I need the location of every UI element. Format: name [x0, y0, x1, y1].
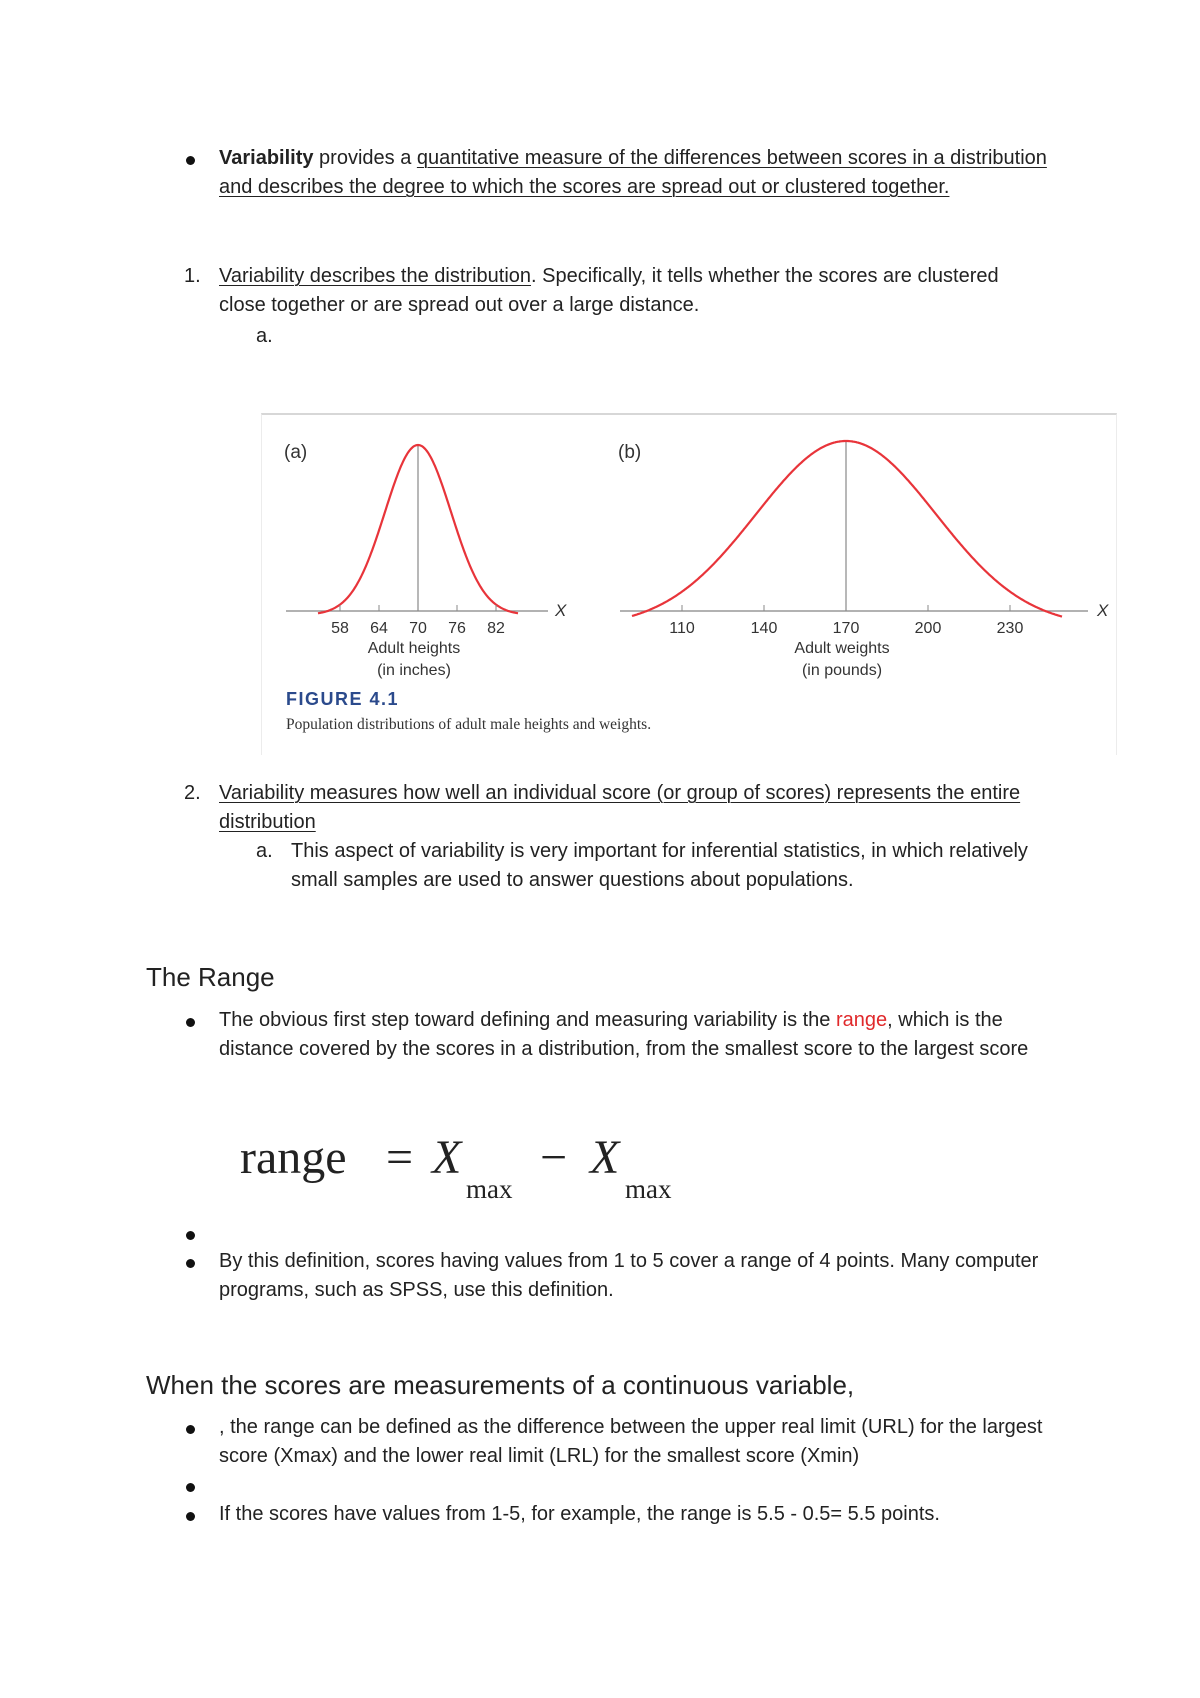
- panel-a-tick-label: 76: [448, 620, 466, 637]
- definition-intro: provides a: [313, 147, 417, 169]
- panel-b-xlabel-line1: Adult weights: [794, 640, 890, 657]
- bullet-marker: [186, 1018, 195, 1027]
- panel-a-xlabel-line1: Adult heights: [367, 640, 461, 657]
- formula-word: range: [240, 1131, 347, 1184]
- range-example: By this definition, scores having values from 1 to 5 cover a range of 4 points. Many computer programs, such as SPSS, use this definition.: [219, 1250, 1039, 1301]
- item1-underlined: Variability describes the distribution: [219, 265, 532, 287]
- figure-caption-title: FIGURE 4.1: [286, 689, 400, 709]
- formula-sub1: max: [466, 1174, 513, 1204]
- sublist-marker-2a: a.: [256, 840, 273, 862]
- bullet-marker: [186, 1425, 195, 1434]
- item1-rest: . Specifically, it tells whether the scores are clustered close together or are spread out over a large distance.: [219, 265, 999, 316]
- sublist-marker-a: a.: [256, 325, 273, 347]
- panel-b-tick-label: 230: [996, 620, 1024, 637]
- panel-a-tick-label: 82: [487, 620, 505, 637]
- formula-equals: =: [386, 1131, 414, 1184]
- continuous-example: If the scores have values from 1-5, for example, the range is 5.5 - 0.5= 5.5 points.: [219, 1503, 940, 1525]
- term-variability: Variability: [219, 147, 314, 169]
- figure-4-1: [261, 413, 1117, 755]
- panel-b-xlabel-line2: (in pounds): [801, 662, 883, 679]
- panel-b-tick-label: 170: [832, 620, 860, 637]
- bullet-marker: [186, 156, 195, 165]
- bullet-marker-empty: [186, 1483, 195, 1492]
- figure-caption-text: Population distributions of adult male heights and weights.: [286, 716, 652, 733]
- bullet-marker: [186, 1259, 195, 1268]
- formula-sub2: max: [625, 1174, 672, 1204]
- figure-svg: [262, 415, 1116, 755]
- variability-definition: [219, 144, 1079, 202]
- bullet-marker: [186, 1512, 195, 1521]
- panel-a-label: (a): [284, 442, 308, 463]
- definition-underlined: quantitative measure of the differences between scores in a distribution and describes the degree to which the scores are spread out or clustered together.: [219, 147, 1047, 198]
- panel-a-tick-label: 70: [409, 620, 427, 637]
- formula-minus: −: [540, 1131, 568, 1184]
- formula-x1: X: [432, 1131, 462, 1184]
- panel-b-tick-label: 140: [750, 620, 778, 637]
- bullet-marker-empty: [186, 1231, 195, 1240]
- list-item-2a: This aspect of variability is very important for inferential statistics, in which relatively small samples are used to answer questions about populations.: [291, 840, 1028, 891]
- list-number-2: 2.: [184, 782, 201, 804]
- section-heading-continuous: When the scores are measurements of a continuous variable,: [146, 1370, 855, 1400]
- range-def-before: The obvious first step toward defining and measuring variability is the: [219, 1009, 836, 1031]
- range-term: range: [835, 1009, 888, 1031]
- list-item-2: [219, 779, 1079, 837]
- panel-b-x-var: X: [1097, 601, 1109, 620]
- panel-a-x-var: X: [555, 601, 567, 620]
- panel-b-curve: [632, 441, 1062, 617]
- section-heading-range: The Range: [146, 962, 275, 992]
- panel-b-tick-label: 200: [914, 620, 942, 637]
- item2-underlined: Variability measures how well an individual score (or group of scores) represents the entire distribution: [219, 782, 1021, 833]
- list-item-1: [219, 262, 1039, 320]
- list-number-1: 1.: [184, 265, 201, 287]
- range-formula: [240, 1130, 740, 1210]
- range-definition: [219, 1006, 1079, 1064]
- panel-a-xlabel-line2: (in inches): [377, 662, 451, 679]
- panel-a-tick-label: 58: [331, 620, 349, 637]
- panel-b-label: (b): [618, 442, 642, 463]
- continuous-definition: , the range can be defined as the difference between the upper real limit (URL) for the largest score (Xmax) and the lower real limit (LRL) for the smallest score (Xmin): [219, 1416, 1043, 1467]
- range-def-after: , which is the distance covered by the scores in a distribution, from the smallest score to the largest score: [219, 1009, 1029, 1060]
- panel-b-tick-label: 110: [669, 620, 695, 637]
- panel-a-tick-label: 64: [370, 620, 388, 637]
- formula-x2: X: [590, 1131, 620, 1184]
